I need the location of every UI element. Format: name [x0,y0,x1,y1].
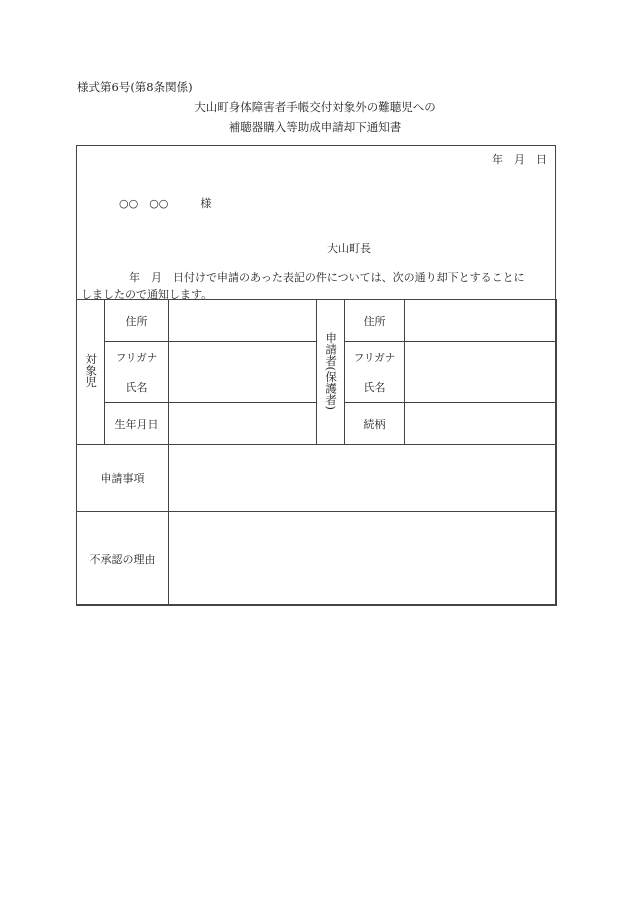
issue-date: 年 月 日 [492,153,547,166]
addressee [119,195,211,211]
request-label-cell [77,445,169,512]
applicant-relationship-label: 続柄 [363,417,386,431]
form-number: 様式第6号(第8条関係) [77,80,193,94]
child-name-label: 氏名 [125,380,148,394]
child-name-label-cell [105,342,169,403]
child-name-field[interactable] [169,342,317,403]
applicant-relationship-field[interactable] [405,403,557,445]
child-address-field[interactable] [169,300,317,342]
body-text-line2: しましたので通知します。 [81,288,213,301]
request-label: 申請事項 [100,472,145,485]
child-birthdate-label: 生年月日 [114,417,159,431]
document-title-line1: 大山町身体障害者手帳交付対象外の難聴児への [194,100,436,114]
child-header-label: 対象児 [84,353,99,388]
applicant-address-label: 住所 [363,314,386,328]
reason-field[interactable] [169,512,557,606]
addressee-name: ○○ ○○ [119,197,169,210]
sender-title: 大山町長 [327,242,371,255]
child-address-label: 住所 [125,314,148,328]
request-field[interactable] [169,445,557,512]
child-birthdate-label-cell [105,403,169,445]
applicant-name-label-cell [345,342,405,403]
details-table [76,299,557,606]
body-text-line1: 年 月 日付けで申請のあった表記の件については、次の通り却下とすることに [129,271,525,284]
honorific: 様 [200,197,212,210]
applicant-header-label: 申請者(保護者) [324,331,339,410]
child-birthdate-field[interactable] [169,403,317,445]
document-title-line2: 補聴器購入等助成申請却下通知書 [228,120,402,134]
child-furigana-label: フリガナ [115,351,158,364]
reason-label-cell [77,512,169,606]
child-address-label-cell [105,300,169,342]
applicant-name-label: 氏名 [363,380,386,394]
applicant-address-label-cell [345,300,405,342]
applicant-furigana-label: フリガナ [353,351,396,364]
applicant-address-field[interactable] [405,300,557,342]
reason-label: 不承認の理由 [89,552,156,566]
applicant-name-field[interactable] [405,342,557,403]
applicant-relationship-label-cell [345,403,405,445]
applicant-section-header [317,300,345,445]
child-section-header [77,300,105,445]
